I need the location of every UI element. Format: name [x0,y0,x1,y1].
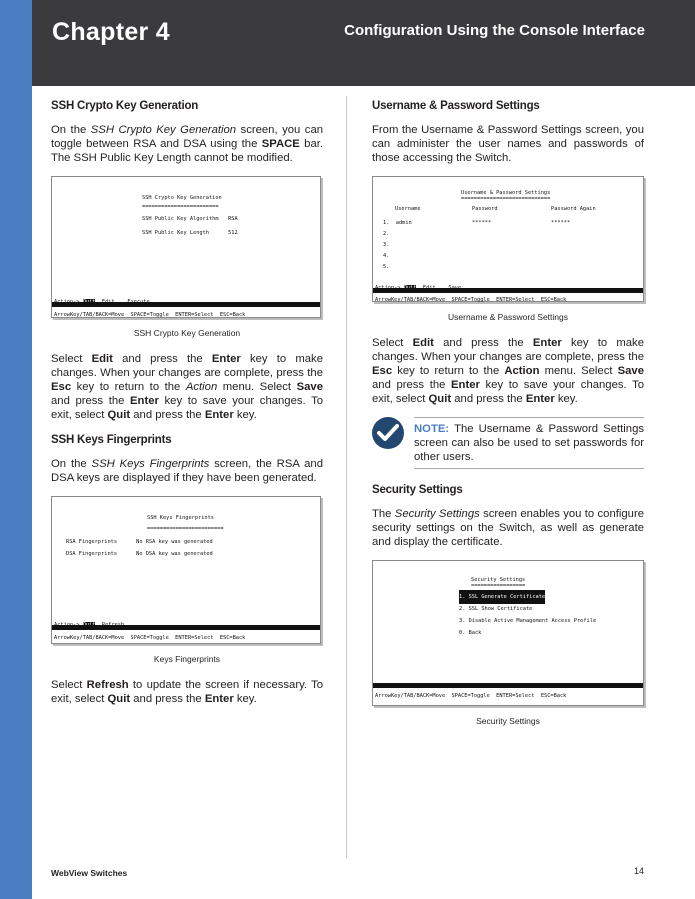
shot-col-password: Password [472,206,498,212]
ssh-keys-screenshot [51,496,321,644]
shot-rule: ============================ [461,196,551,202]
ssh-crypto-caption: SSH Crypto Key Generation [133,328,241,338]
note-label: NOTE: [414,423,450,435]
shot-rule: ================= [471,583,526,589]
shot-bar [52,625,320,630]
username-password-caption: Username & Password Settings [448,312,568,322]
checkmark-icon [372,417,404,449]
sidebar-stripe [0,0,32,899]
shot-help: ArrowKey/TAB/BACK=Move SPACE=Toggle ENTER=Select ESC=Back [375,297,567,303]
shot-title: SSH Keys Fingerprints [147,515,214,521]
right-column [372,96,644,740]
shot-pw: ****** [551,220,571,226]
shot-rule: ======================== [142,204,219,210]
username-password-screenshot [372,176,644,302]
page-header [32,0,695,86]
shot-row: 1. admin [383,220,412,226]
shot-bar [52,302,320,307]
shot-line: SSH Public Key Length 512 [142,230,238,236]
shot-title: SSH Crypto Key Generation [142,195,222,201]
shot-title: Security Settings [471,577,526,583]
left-column [51,96,323,717]
shot-line: RSA Fingerprints No RSA key was generated [66,539,213,545]
shot-help: ArrowKey/TAB/BACK=Move SPACE=Toggle ENTER=Select ESC=Back [375,693,567,699]
ssh-crypto-heading: SSH Crypto Key Generation [51,100,199,112]
shot-col-username: Username [395,206,421,212]
username-password-heading: Username & Password Settings [372,100,540,112]
shot-pw: ****** [472,220,492,226]
shot-line: DSA Fingerprints No DSA key was generated [66,551,213,557]
shot-row: 4. [383,253,390,259]
ssh-keys-heading: SSH Keys Fingerprints [51,434,172,446]
security-settings-intro: The Security Settings screen enables you to configure security settings on the Switch, as well as generate and display the certificate. [372,508,645,548]
username-password-instructions: Select Edit and press the Enter key to make changes. When your changes are complete, press the Esc key to return to the Action menu. Select Save and press the Enter key to save your changes. To exit, select Quit and press the Enter key. [372,337,644,405]
shot-menu-item: 0. Back [459,630,482,636]
security-settings-heading: Security Settings [372,484,463,496]
ssh-crypto-intro: On the SSH Crypto Key Generation screen, you can toggle between RSA and DSA using the SPACE bar. The SSH Public Key Length cannot be modified. [51,124,324,164]
footer-product: WebView Switches [51,868,128,878]
shot-row: 5. [383,264,390,270]
username-password-intro: From the Username & Password Settings screen, you can administer the user names and passwords of those accessing the Switch. [372,124,644,164]
shot-menu-item: 2. SSL Show Certificate [459,606,533,612]
ssh-crypto-instructions: Select Edit and press the Enter key to make changes. When your changes are complete, press the Esc key to return to the Action menu. Select Save and press the Enter key to save your changes. To exit, select Quit and press the Enter key. [51,353,323,421]
shot-row: 2. [383,231,390,237]
shot-help: ArrowKey/TAB/BACK=Move SPACE=Toggle ENTER=Select ESC=Back [54,312,246,318]
shot-col-password-again: Password Again [551,206,596,212]
ssh-keys-caption: Keys Fingerprints [153,654,221,664]
shot-rule: ======================== [147,526,224,532]
shot-menu-item: 1. SSL Generate Certificate [459,590,545,604]
shot-menu-item: 3. Disable Active Management Access Profile [459,618,597,624]
column-divider [346,96,347,858]
ssh-keys-instructions: Select Refresh to update the screen if necessary. To exit, select Quit and press the Enter key. [51,679,323,705]
shot-bar [373,683,643,688]
shot-line: SSH Public Key Algorithm RSA [142,216,238,222]
note-body [414,417,644,469]
note-text: The Username & Password Settings screen can also be used to set passwords for other users. [414,423,644,463]
shot-title: Username & Password Settings [461,190,551,196]
shot-help: ArrowKey/TAB/BACK=Move SPACE=Toggle ENTER=Select ESC=Back [54,635,246,641]
shot-row: 3. [383,242,390,248]
note-box [372,417,644,469]
security-settings-caption: Security Settings [476,716,540,726]
ssh-crypto-screenshot [51,176,321,318]
chapter-title: Configuration Using the Console Interface [344,22,645,39]
ssh-keys-intro: On the SSH Keys Fingerprints screen, the RSA and DSA keys are displayed if they have been generated. [51,458,323,484]
page-number: 14 [633,866,644,876]
security-settings-screenshot [372,560,644,706]
chapter-label: Chapter 4 [52,18,171,46]
